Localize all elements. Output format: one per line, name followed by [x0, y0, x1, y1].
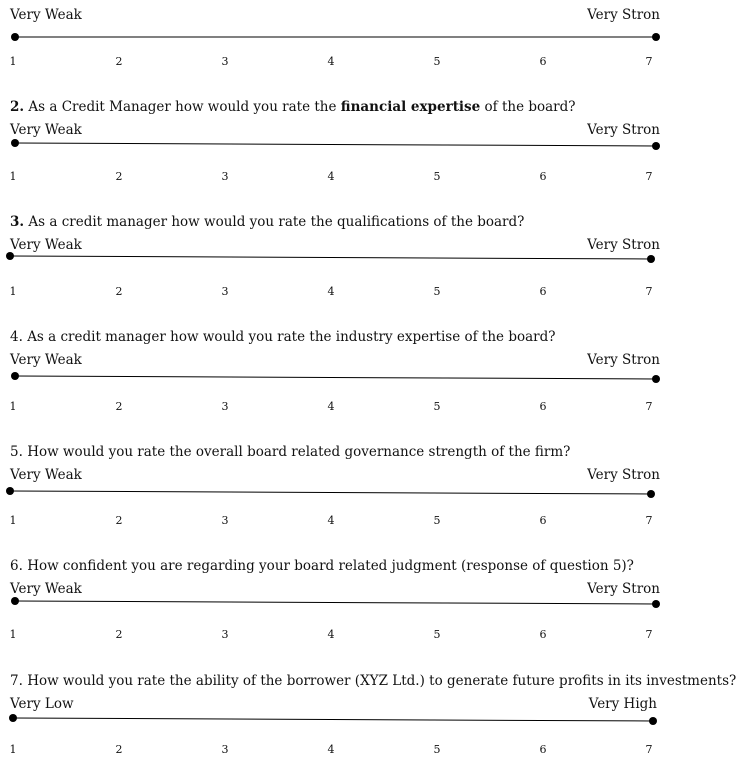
scale-point: 7 — [645, 400, 653, 413]
scale-numbers — [0, 170, 660, 186]
scale-point: 1 — [9, 170, 17, 183]
scale-point: 6 — [539, 55, 547, 68]
scale-point: 3 — [221, 514, 229, 527]
scale-numbers — [0, 743, 660, 759]
scale-left-label: Very Low — [10, 696, 74, 712]
scale-point: 7 — [645, 743, 653, 756]
scale-right-label: Very Stron — [587, 467, 660, 483]
question-number: 5. — [10, 444, 23, 460]
scale-point: 5 — [433, 628, 441, 641]
slider-start-handle — [9, 714, 17, 722]
scale-point: 7 — [645, 628, 653, 641]
rating-slider[interactable] — [0, 369, 660, 385]
scale-point: 1 — [9, 628, 17, 641]
rating-item-5 — [0, 444, 660, 534]
rating-item-4 — [0, 329, 660, 419]
scale-right-label: Very Stron — [587, 122, 660, 138]
scale-point: 5 — [433, 55, 441, 68]
scale-point: 1 — [9, 400, 17, 413]
scale-point: 1 — [9, 743, 17, 756]
question-number: 4. — [10, 329, 23, 345]
scale-point: 4 — [327, 514, 335, 527]
question-emphasis: financial expertise — [340, 99, 481, 115]
scale-point: 4 — [327, 285, 335, 298]
question-text: 2. As a Credit Manager how would you rate the financial expertise of the board? — [10, 99, 576, 115]
scale-point: 7 — [645, 170, 653, 183]
question-number: 6. — [10, 558, 23, 574]
scale-point: 1 — [9, 514, 17, 527]
scale-point: 2 — [115, 170, 123, 183]
scale-right-label: Very Stron — [587, 581, 660, 597]
scale-point: 6 — [539, 400, 547, 413]
scale-point: 2 — [115, 400, 123, 413]
rating-item-7 — [0, 673, 736, 761]
rating-slider[interactable] — [0, 594, 660, 610]
scale-point: 2 — [115, 628, 123, 641]
slider-start-handle — [6, 252, 14, 260]
rating-slider[interactable] — [0, 484, 660, 500]
scale-point: 7 — [645, 514, 653, 527]
scale-point: 5 — [433, 285, 441, 298]
slider-start-handle — [11, 372, 19, 380]
scale-point: 4 — [327, 743, 335, 756]
scale-point: 2 — [115, 514, 123, 527]
scale-left-label: Very Weak — [10, 352, 82, 368]
scale-point: 7 — [645, 55, 653, 68]
scale-right-label: Very Stron — [587, 7, 660, 23]
scale-point: 6 — [539, 628, 547, 641]
scale-right-label: Very Stron — [587, 237, 660, 253]
question-text: 7. How would you rate the ability of the borrower (XYZ Ltd.) to generate future profits in its investments? — [10, 673, 736, 689]
slider-end-handle — [649, 717, 657, 725]
rating-slider[interactable] — [0, 136, 660, 152]
scale-point: 3 — [221, 743, 229, 756]
slider-end-handle — [652, 33, 660, 41]
scale-point: 4 — [327, 628, 335, 641]
scale-point: 3 — [221, 628, 229, 641]
scale-point: 1 — [9, 55, 17, 68]
scale-point: 2 — [115, 743, 123, 756]
rating-slider[interactable] — [0, 249, 660, 265]
rating-slider[interactable] — [0, 711, 660, 727]
question-text: 3. As a credit manager how would you rate the qualifications of the board? — [10, 214, 525, 230]
slider-end-handle — [652, 600, 660, 608]
rating-slider[interactable] — [0, 30, 660, 46]
scale-numbers — [0, 400, 660, 416]
scale-point: 5 — [433, 743, 441, 756]
scale-point: 5 — [433, 514, 441, 527]
question-number: 7. — [10, 673, 23, 689]
slider-start-handle — [6, 487, 14, 495]
scale-point: 4 — [327, 400, 335, 413]
scale-point: 5 — [433, 400, 441, 413]
scale-point: 1 — [9, 285, 17, 298]
scale-left-label: Very Weak — [10, 581, 82, 597]
scale-point: 7 — [645, 285, 653, 298]
scale-point: 2 — [115, 55, 123, 68]
slider-end-handle — [652, 375, 660, 383]
question-text: 4. As a credit manager how would you rate the industry expertise of the board? — [10, 329, 556, 345]
question-number: 3. — [10, 214, 25, 230]
scale-left-label: Very Weak — [10, 122, 82, 138]
scale-numbers — [0, 55, 660, 71]
scale-point: 3 — [221, 285, 229, 298]
slider-end-handle — [647, 490, 655, 498]
scale-point: 6 — [539, 285, 547, 298]
scale-right-label: Very High — [588, 696, 657, 712]
scale-point: 2 — [115, 285, 123, 298]
rating-item-6 — [0, 558, 660, 648]
scale-point: 4 — [327, 170, 335, 183]
rating-item-1 — [0, 0, 660, 80]
scale-left-label: Very Weak — [10, 7, 82, 23]
scale-numbers — [0, 285, 660, 301]
scale-left-label: Very Weak — [10, 467, 82, 483]
slider-start-handle — [11, 33, 19, 41]
scale-numbers — [0, 628, 660, 644]
question-number: 2. — [10, 99, 25, 115]
scale-point: 4 — [327, 55, 335, 68]
scale-point: 3 — [221, 170, 229, 183]
scale-numbers — [0, 514, 660, 530]
question-text: 5. How would you rate the overall board related governance strength of the firm? — [10, 444, 571, 460]
scale-point: 3 — [221, 55, 229, 68]
slider-start-handle — [11, 597, 19, 605]
rating-item-3 — [0, 214, 660, 304]
scale-point: 3 — [221, 400, 229, 413]
scale-right-label: Very Stron — [587, 352, 660, 368]
slider-start-handle — [11, 139, 19, 147]
slider-end-handle — [647, 255, 655, 263]
rating-item-2 — [0, 99, 660, 189]
scale-point: 6 — [539, 743, 547, 756]
question-text: 6. How confident you are regarding your board related judgment (response of question 5)? — [10, 558, 634, 574]
slider-end-handle — [652, 142, 660, 150]
scale-point: 6 — [539, 514, 547, 527]
scale-point: 6 — [539, 170, 547, 183]
scale-left-label: Very Weak — [10, 237, 82, 253]
scale-point: 5 — [433, 170, 441, 183]
